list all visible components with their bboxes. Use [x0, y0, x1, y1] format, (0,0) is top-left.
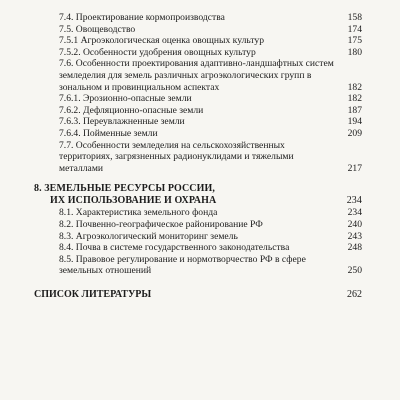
entry-page: 182	[347, 81, 362, 93]
toc-entry-7-6-2	[34, 105, 362, 117]
entry-number: 7.6.3.	[59, 116, 81, 128]
toc-entry-7-7	[34, 140, 362, 175]
entry-number: 7.5.	[59, 23, 74, 35]
toc-entry-8-3	[34, 231, 362, 243]
entry-title: Агроэкологический мониторинг земель	[75, 230, 238, 242]
entry-page: 234	[347, 207, 362, 219]
entry-title: Почва в системе государственного законодательства	[75, 242, 290, 254]
toc-entry-7-4	[34, 12, 362, 24]
entry-number: 7.6.1.	[59, 93, 81, 105]
entry-title: Особенности удобрения овощных культур	[83, 46, 256, 58]
chapter-8-title-line2: ИХ ИСПОЛЬЗОВАНИЕ И ОХРАНА	[50, 195, 217, 207]
entry-title: Переувлажненные земли	[83, 116, 185, 128]
table-of-contents	[34, 12, 362, 300]
toc-entry-8-5	[34, 254, 362, 277]
entry-number: 7.6.4.	[59, 127, 81, 139]
references-page: 262	[347, 288, 362, 300]
toc-entry-8-4	[34, 242, 362, 254]
toc-references	[34, 289, 362, 301]
entry-number: 8.1.	[59, 207, 74, 219]
entry-page: 174	[347, 23, 362, 35]
entry-number: 7.5.2.	[59, 46, 81, 58]
entry-page: 209	[347, 127, 362, 139]
toc-entry-7-6-4	[34, 128, 362, 140]
entry-title: Характеристика земельного фонда	[75, 207, 218, 219]
entry-title: Овощеводство	[75, 23, 136, 35]
entry-number: 8.3.	[59, 230, 74, 242]
entry-title: Правовое регулирование и нормотворчество РФ в сфере земельных отношений	[59, 253, 306, 277]
entry-number: 8.5.	[59, 253, 74, 265]
entry-number: 7.6.2.	[59, 104, 81, 116]
entry-number: 7.5.1	[59, 35, 79, 47]
toc-entry-7-6	[34, 58, 362, 93]
entry-title: Дефляционно-опасные земли	[83, 104, 204, 116]
entry-title: Пойменные земли	[83, 127, 158, 139]
toc-entry-7-5-1	[34, 35, 362, 47]
entry-number: 7.4.	[59, 12, 74, 23]
entry-title: Проектирование кормопроизводства	[75, 12, 225, 23]
entry-title: Почвенно-географическое районирование РФ	[75, 218, 263, 230]
references-label: СПИСОК ЛИТЕРАТУРЫ	[34, 288, 152, 300]
entry-title: Агроэкологическая оценка овощных культур	[80, 35, 265, 47]
toc-entry-7-6-1	[34, 93, 362, 105]
entry-page: 182	[347, 93, 362, 105]
entry-number: 7.6.	[59, 58, 74, 70]
chapter-8-page: 234	[346, 195, 362, 207]
entry-number: 8.2.	[59, 218, 74, 230]
entry-number: 7.7.	[59, 139, 74, 151]
entry-page: 250	[347, 265, 362, 277]
toc-entry-7-5	[34, 24, 362, 36]
entry-page: 217	[347, 162, 362, 174]
toc-entry-7-6-3	[34, 116, 362, 128]
entry-page: 243	[347, 230, 362, 242]
toc-entry-8-2	[34, 219, 362, 231]
chapter-8-title-line1: 8. ЗЕМЕЛЬНЫЕ РЕСУРСЫ РОССИИ,	[34, 183, 215, 195]
chapter-8-heading	[34, 183, 362, 207]
entry-page: 158	[347, 12, 362, 23]
entry-page: 175	[347, 35, 362, 47]
entry-page: 180	[347, 46, 362, 58]
entry-number: 8.4.	[59, 242, 74, 254]
entry-page: 248	[347, 242, 362, 254]
toc-entry-7-5-2	[34, 47, 362, 59]
entry-page: 240	[347, 218, 362, 230]
entry-title: Эрозионно-опасные земли	[83, 93, 192, 105]
toc-entry-8-1	[34, 207, 362, 219]
entry-page: 187	[347, 104, 362, 116]
entry-title: Особенности проектирования адаптивно-ландшафтных систем земледелия для земель различных агроэкологических групп в зональном и провинциальном аспектах	[59, 58, 334, 93]
entry-page: 194	[347, 116, 362, 128]
entry-title: Особенности земледелия на сельскохозяйственных территориях, загрязненных радионуклидами и тяжелыми металлами	[59, 139, 294, 174]
